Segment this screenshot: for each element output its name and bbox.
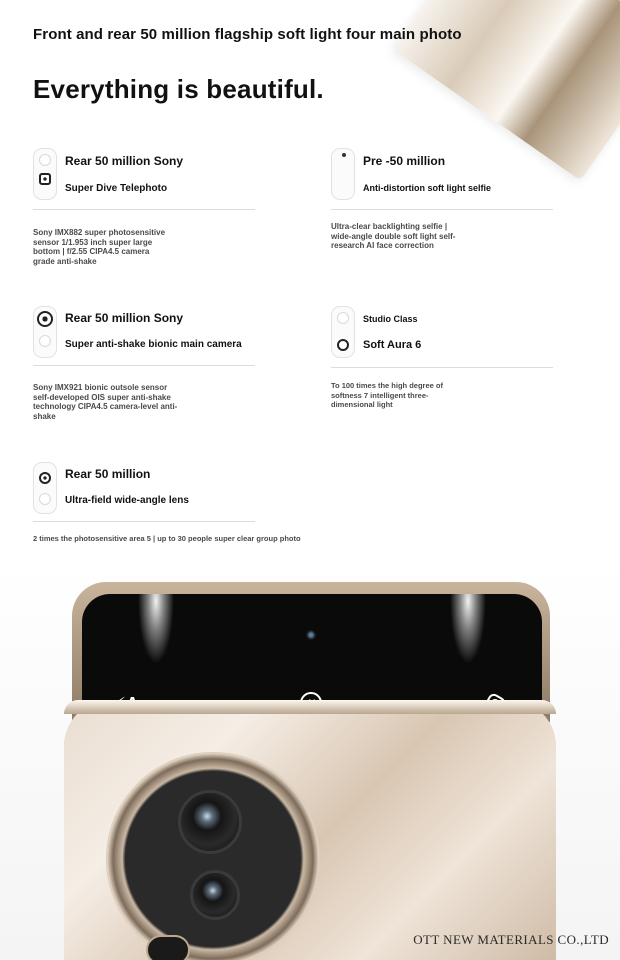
flash-lens-icon bbox=[146, 935, 190, 960]
camera-thumb-icon bbox=[33, 148, 57, 200]
company-watermark: OTT NEW MATERIALS CO.,LTD bbox=[413, 932, 609, 947]
feature-title: Pre -50 million bbox=[363, 154, 446, 168]
feature-telephoto bbox=[33, 148, 255, 273]
feature-description: To 100 times the high degree of softness 7 intelligent three- dimensional light bbox=[331, 381, 443, 409]
feature-wide-angle bbox=[33, 462, 353, 552]
feature-subtitle: Super Dive Telephoto bbox=[65, 183, 168, 194]
camera-lens-icon bbox=[178, 790, 242, 854]
feature-description: 2 times the photosensitive area 5 | up to 30 people super clear group photo bbox=[33, 534, 301, 543]
feature-description: Sony IMX921 bionic outsole sensor self-developed OIS super anti-shake technology CIPA4.5 camera-level anti- shake bbox=[33, 383, 178, 421]
page-headline: Front and rear 50 million flagship soft light four main photo bbox=[33, 26, 462, 43]
soft-light-glow bbox=[138, 594, 174, 664]
camera-lens-icon bbox=[190, 870, 240, 920]
divider bbox=[33, 365, 255, 366]
camera-thumb-icon bbox=[33, 306, 57, 358]
feature-subtitle: Soft Aura 6 bbox=[363, 339, 422, 351]
feature-subtitle: Anti-distortion soft light selfie bbox=[363, 183, 491, 193]
feature-subtitle: Super anti-shake bionic main camera bbox=[65, 339, 242, 350]
feature-selfie bbox=[331, 148, 553, 258]
feature-title: Rear 50 million Sony bbox=[65, 311, 184, 325]
feature-subtitle: Ultra-field wide-angle lens bbox=[65, 495, 189, 506]
feature-soft-aura bbox=[331, 306, 553, 416]
feature-description: Sony IMX882 super photosensitive sensor 1/1.953 inch super large bottom | f/2.55 CIPA4.5 camera grade anti-shake bbox=[33, 228, 166, 266]
front-camera-thumb-icon bbox=[331, 148, 355, 200]
feature-main-camera bbox=[33, 306, 255, 426]
divider bbox=[33, 521, 255, 522]
front-camera-icon bbox=[306, 630, 316, 640]
camera-thumb-icon bbox=[33, 462, 57, 514]
camera-module bbox=[106, 752, 320, 960]
page-tagline: Everything is beautiful. bbox=[33, 74, 324, 104]
phone-frame-edge bbox=[64, 700, 556, 714]
soft-light-glow bbox=[450, 594, 486, 664]
camera-thumb-icon bbox=[331, 306, 355, 358]
divider bbox=[33, 209, 255, 210]
divider bbox=[331, 367, 553, 368]
feature-title: Studio Class bbox=[363, 314, 418, 324]
phone-product-image bbox=[0, 560, 620, 960]
feature-description: Ultra-clear backlighting selfie | wide-angle double soft light self- research AI face correction bbox=[331, 222, 456, 250]
feature-title: Rear 50 million Sony bbox=[65, 154, 184, 168]
divider bbox=[331, 209, 553, 210]
feature-title: Rear 50 million bbox=[65, 467, 151, 481]
